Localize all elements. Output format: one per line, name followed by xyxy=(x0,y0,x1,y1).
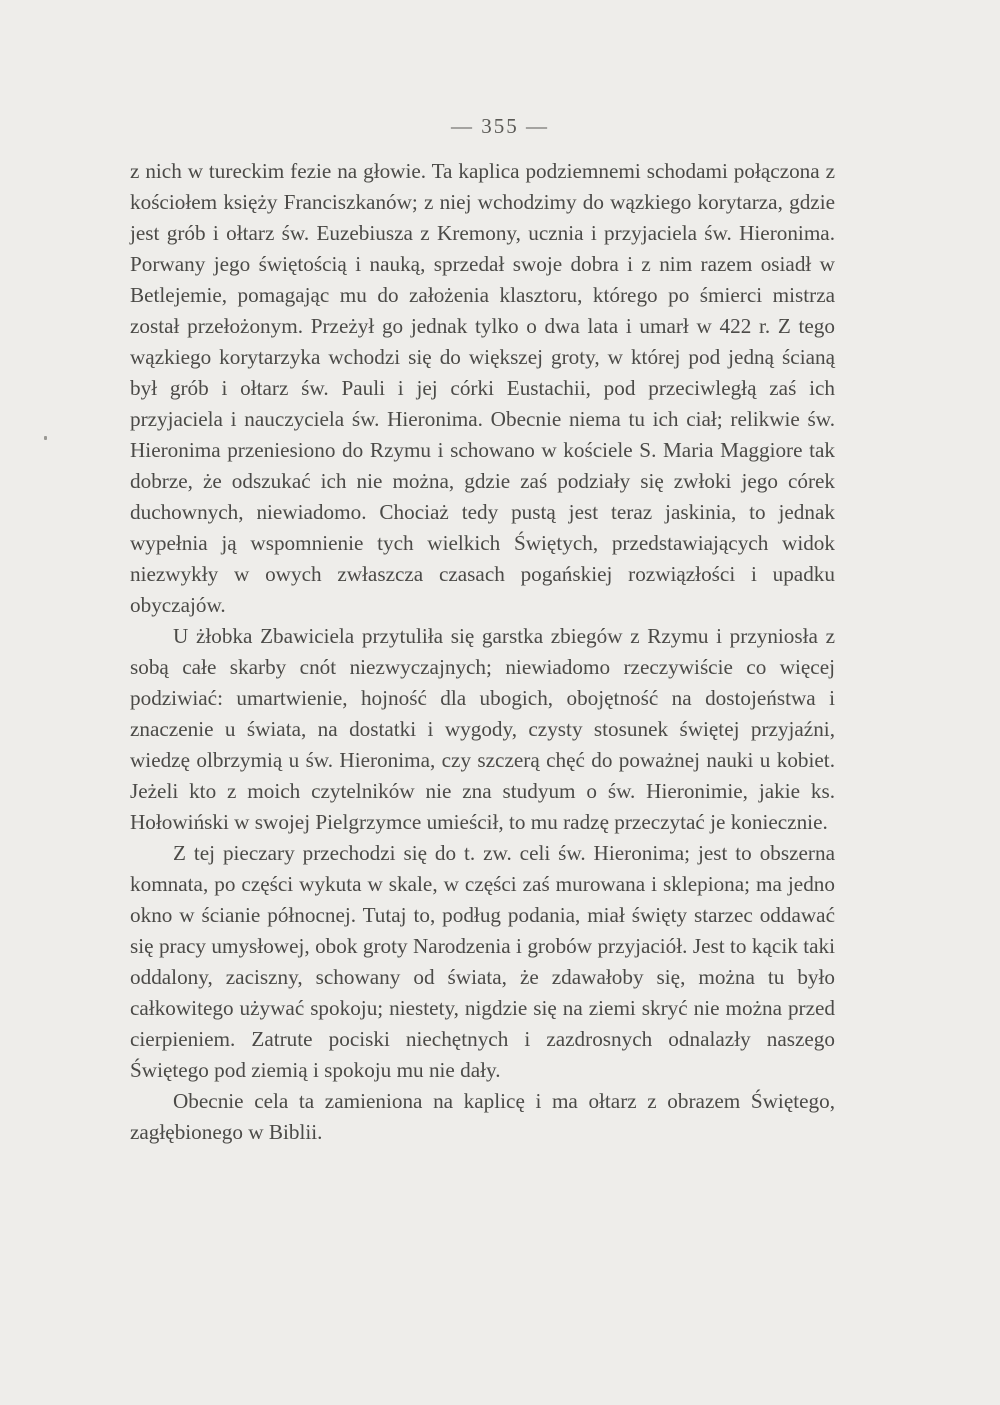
paragraph-4: Obecnie cela ta zamieniona na kaplicę i ma ołtarz z obrazem Świętego, zagłębionego w Biblii. xyxy=(130,1089,835,1144)
paragraph-1: z nich w tureckim fezie na głowie. Ta kaplica podziemnemi schodami połączona z kościołem księży Franciszkanów; z niej wchodzimy do wązkiego korytarza, gdzie jest grób i ołtarz św. Euzebiusza z Kremony, ucznia i przyjaciela św. Hieronima. Porwany jego świętością i nauką, sprzedał swoje dobra i z nim razem osiadł w Betlejemie, pomagając mu do założenia klasztoru, którego po śmierci mistrza został przełożonym. Przeżył go jednak tylko o dwa lata i umarł w 422 r. Z tego wązkiego korytarzyka wchodzi się do większej groty, w której pod jedną ścianą był grób i ołtarz św. Pauli i jej córki Eustachii, pod przeciwległą zaś ich przyjaciela i nauczyciela św. Hieronima. Obecnie niema tu ich ciał; relikwie św. Hieronima przeniesiono do Rzymu i schowano w kościele S. Maria Maggiore tak dobrze, że odszukać ich nie można, gdzie zaś podziały się zwłoki jego córek duchownych, niewiadomo. Chociaż tedy pustą jest teraz jaskinia, to jednak wypełnia ją wspomnienie tych wielkich Świętych, przedstawiających widok niezwykły w owych zwłaszcza czasach pogańskiej rozwiązłości i upadku obyczajów. xyxy=(130,159,835,617)
paragraph-3: Z tej pieczary przechodzi się do t. zw. celi św. Hieronima; jest to obszerna komnata, po części wykuta w skale, w części zaś murowana i sklepiona; ma jedno okno w ścianie północnej. Tutaj to, podług podania, miał święty starzec oddawać się pracy umysłowej, obok groty Narodzenia i grobów przyjaciół. Jest to kącik taki oddalony, zaciszny, schowany od świata, że zdawałoby się, można tu było całkowitego używać spokoju; niestety, nigdzie się na ziemi skryć nie można przed cierpieniem. Zatrute pociski niechętnych i zazdrosnych odnalazły naszego Świętego pod ziemią i spokoju mu nie dały. xyxy=(130,841,835,1082)
body-text xyxy=(130,156,835,1148)
page-number: — 355 — xyxy=(451,114,549,138)
paragraph-2: U żłobka Zbawiciela przytuliła się garstka zbiegów z Rzymu i przyniosła z sobą całe skarby cnót niezwyczajnych; niewiadomo rzeczywiście co więcej podziwiać: umartwienie, hojność dla ubogich, obojętność na dostojeństwa i znaczenie u świata, na dostatki i wygody, czysty stosunek świętej przyjaźni, wiedzę olbrzymią u św. Hieronima, czy szczerą chęć do poważnej nauki u kobiet. Jeżeli kto z moich czytelników nie zna studyum o św. Hieronimie, jakie ks. Hołowiński w swojej Pielgrzymce umieścił, to mu radzę przeczytać je koniecznie. xyxy=(130,624,835,834)
paper-speck xyxy=(44,436,47,440)
